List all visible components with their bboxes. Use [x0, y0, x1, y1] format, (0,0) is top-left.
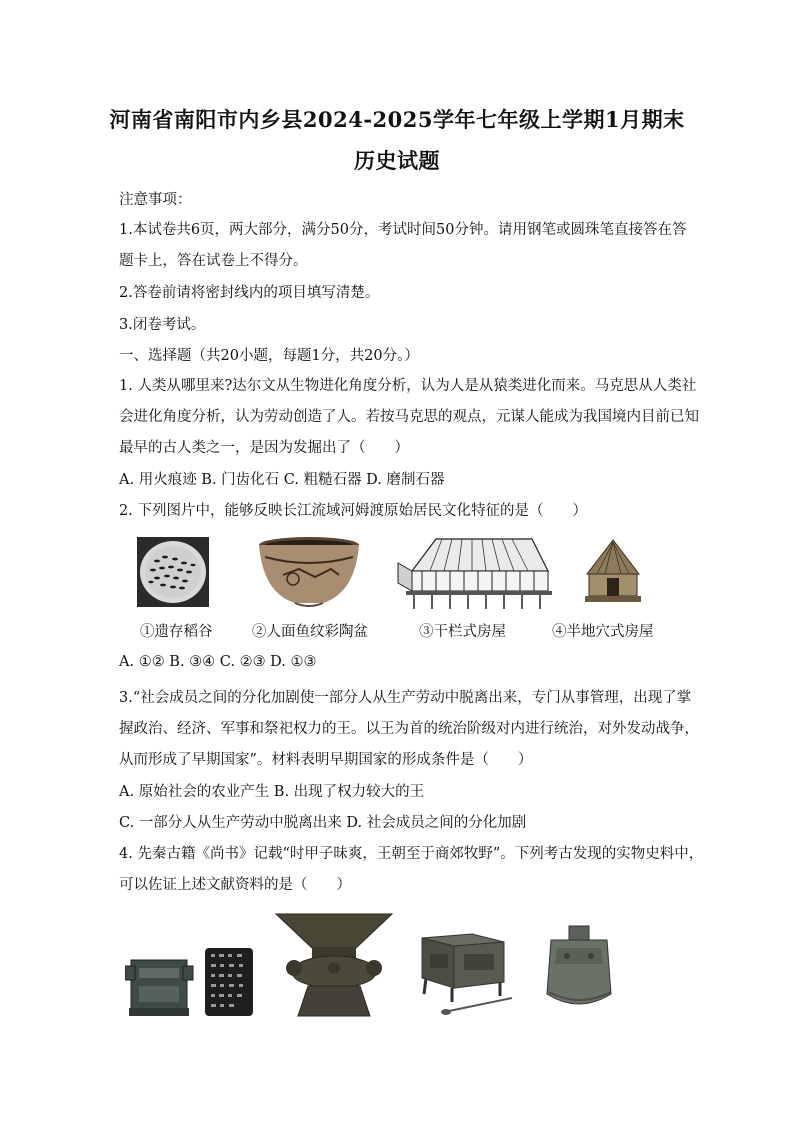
stilt-house-image	[392, 533, 552, 613]
q3-stem-line-3: 从而形成了早期国家”。材料表明早期国家的形成条件是（ ）	[119, 752, 533, 768]
section-heading: 一、选择题（共20小题，每题1分，共20分。）	[119, 348, 419, 364]
q2-options: A. ①② B. ③④ C. ②③ D. ①③	[119, 654, 317, 670]
semi-subterranean-house-image	[583, 538, 643, 606]
exam-title: 河南省南阳市内乡县2024-2025学年七年级上学期1月期末	[109, 107, 685, 132]
exam-subject: 历史试题	[354, 148, 440, 173]
bronze-gui-and-inscription-image	[125, 940, 275, 1018]
q2-caption-4: ④半地穴式房屋	[552, 624, 654, 640]
notice-item-1-line-2: 题卡上，答在试卷上不得分。	[119, 253, 308, 269]
q3-stem-line-1: 3.“社会成员之间的分化加剧使一部分人从生产劳动中脱离出来，专门从事管理，出现了掌	[119, 690, 692, 706]
q2-caption-1: ①遗存稻谷	[140, 624, 213, 640]
q1-options: A. 用火痕迹 B. 门齿化石 C. 粗糙石器 D. 磨制石器	[119, 472, 445, 488]
q1-stem-line-2: 会进化角度分析，认为劳动创造了人。若按马克思的观点，元谋人能成为我国境内目前已知	[119, 409, 699, 425]
bronze-yue-axe-image	[541, 924, 617, 1016]
q3-options-cd: C. 一部分人从生产劳动中脱离出来 D. 社会成员之间的分化加剧	[119, 815, 527, 831]
rice-grains-image	[137, 537, 209, 607]
notice-item-1-line-1: 1.本试卷共6页，两大部分，满分50分，考试时间50分钟。请用钢笔或圆珠笔直接答在答	[119, 222, 687, 238]
q1-stem-line-3: 最早的古人类之一，是因为发掘出了（ ）	[119, 440, 409, 456]
q3-stem-line-2: 握政治、经济、军事和祭祀权力的王。以王为首的统治阶级对内进行统治，对外发动战争，	[119, 721, 699, 737]
q3-options-ab: A. 原始社会的农业产生 B. 出现了权力较大的王	[119, 784, 425, 800]
q1-stem-line-1: 1. 人类从哪里来?达尔文从生物进化角度分析，认为人是从猿类进化而来。马克思从人类社	[119, 378, 697, 394]
q2-caption-3: ③干栏式房屋	[419, 624, 506, 640]
q4-stem-line-1: 4. 先秦古籍《尚书》记载“时甲子昧爽，王朝至于商郊牧野”。下列考古发现的实物史料中，	[119, 846, 704, 862]
notice-heading: 注意事项：	[119, 192, 192, 208]
painted-pottery-basin-image	[255, 535, 363, 611]
notice-item-3: 3.闭卷考试。	[119, 317, 206, 333]
q2-caption-2: ②人面鱼纹彩陶盆	[252, 624, 368, 640]
bronze-square-vessel-image	[408, 930, 514, 1018]
q2-stem: 2. 下列图片中，能够反映长江流域河姆渡原始居民文化特征的是（ ）	[119, 503, 587, 519]
bronze-zun-vessel-image	[274, 908, 394, 1018]
q4-stem-line-2: 可以佐证上述文献资料的是（ ）	[119, 877, 351, 893]
notice-item-2: 2.答卷前请将密封线内的项目填写清楚。	[119, 285, 380, 301]
